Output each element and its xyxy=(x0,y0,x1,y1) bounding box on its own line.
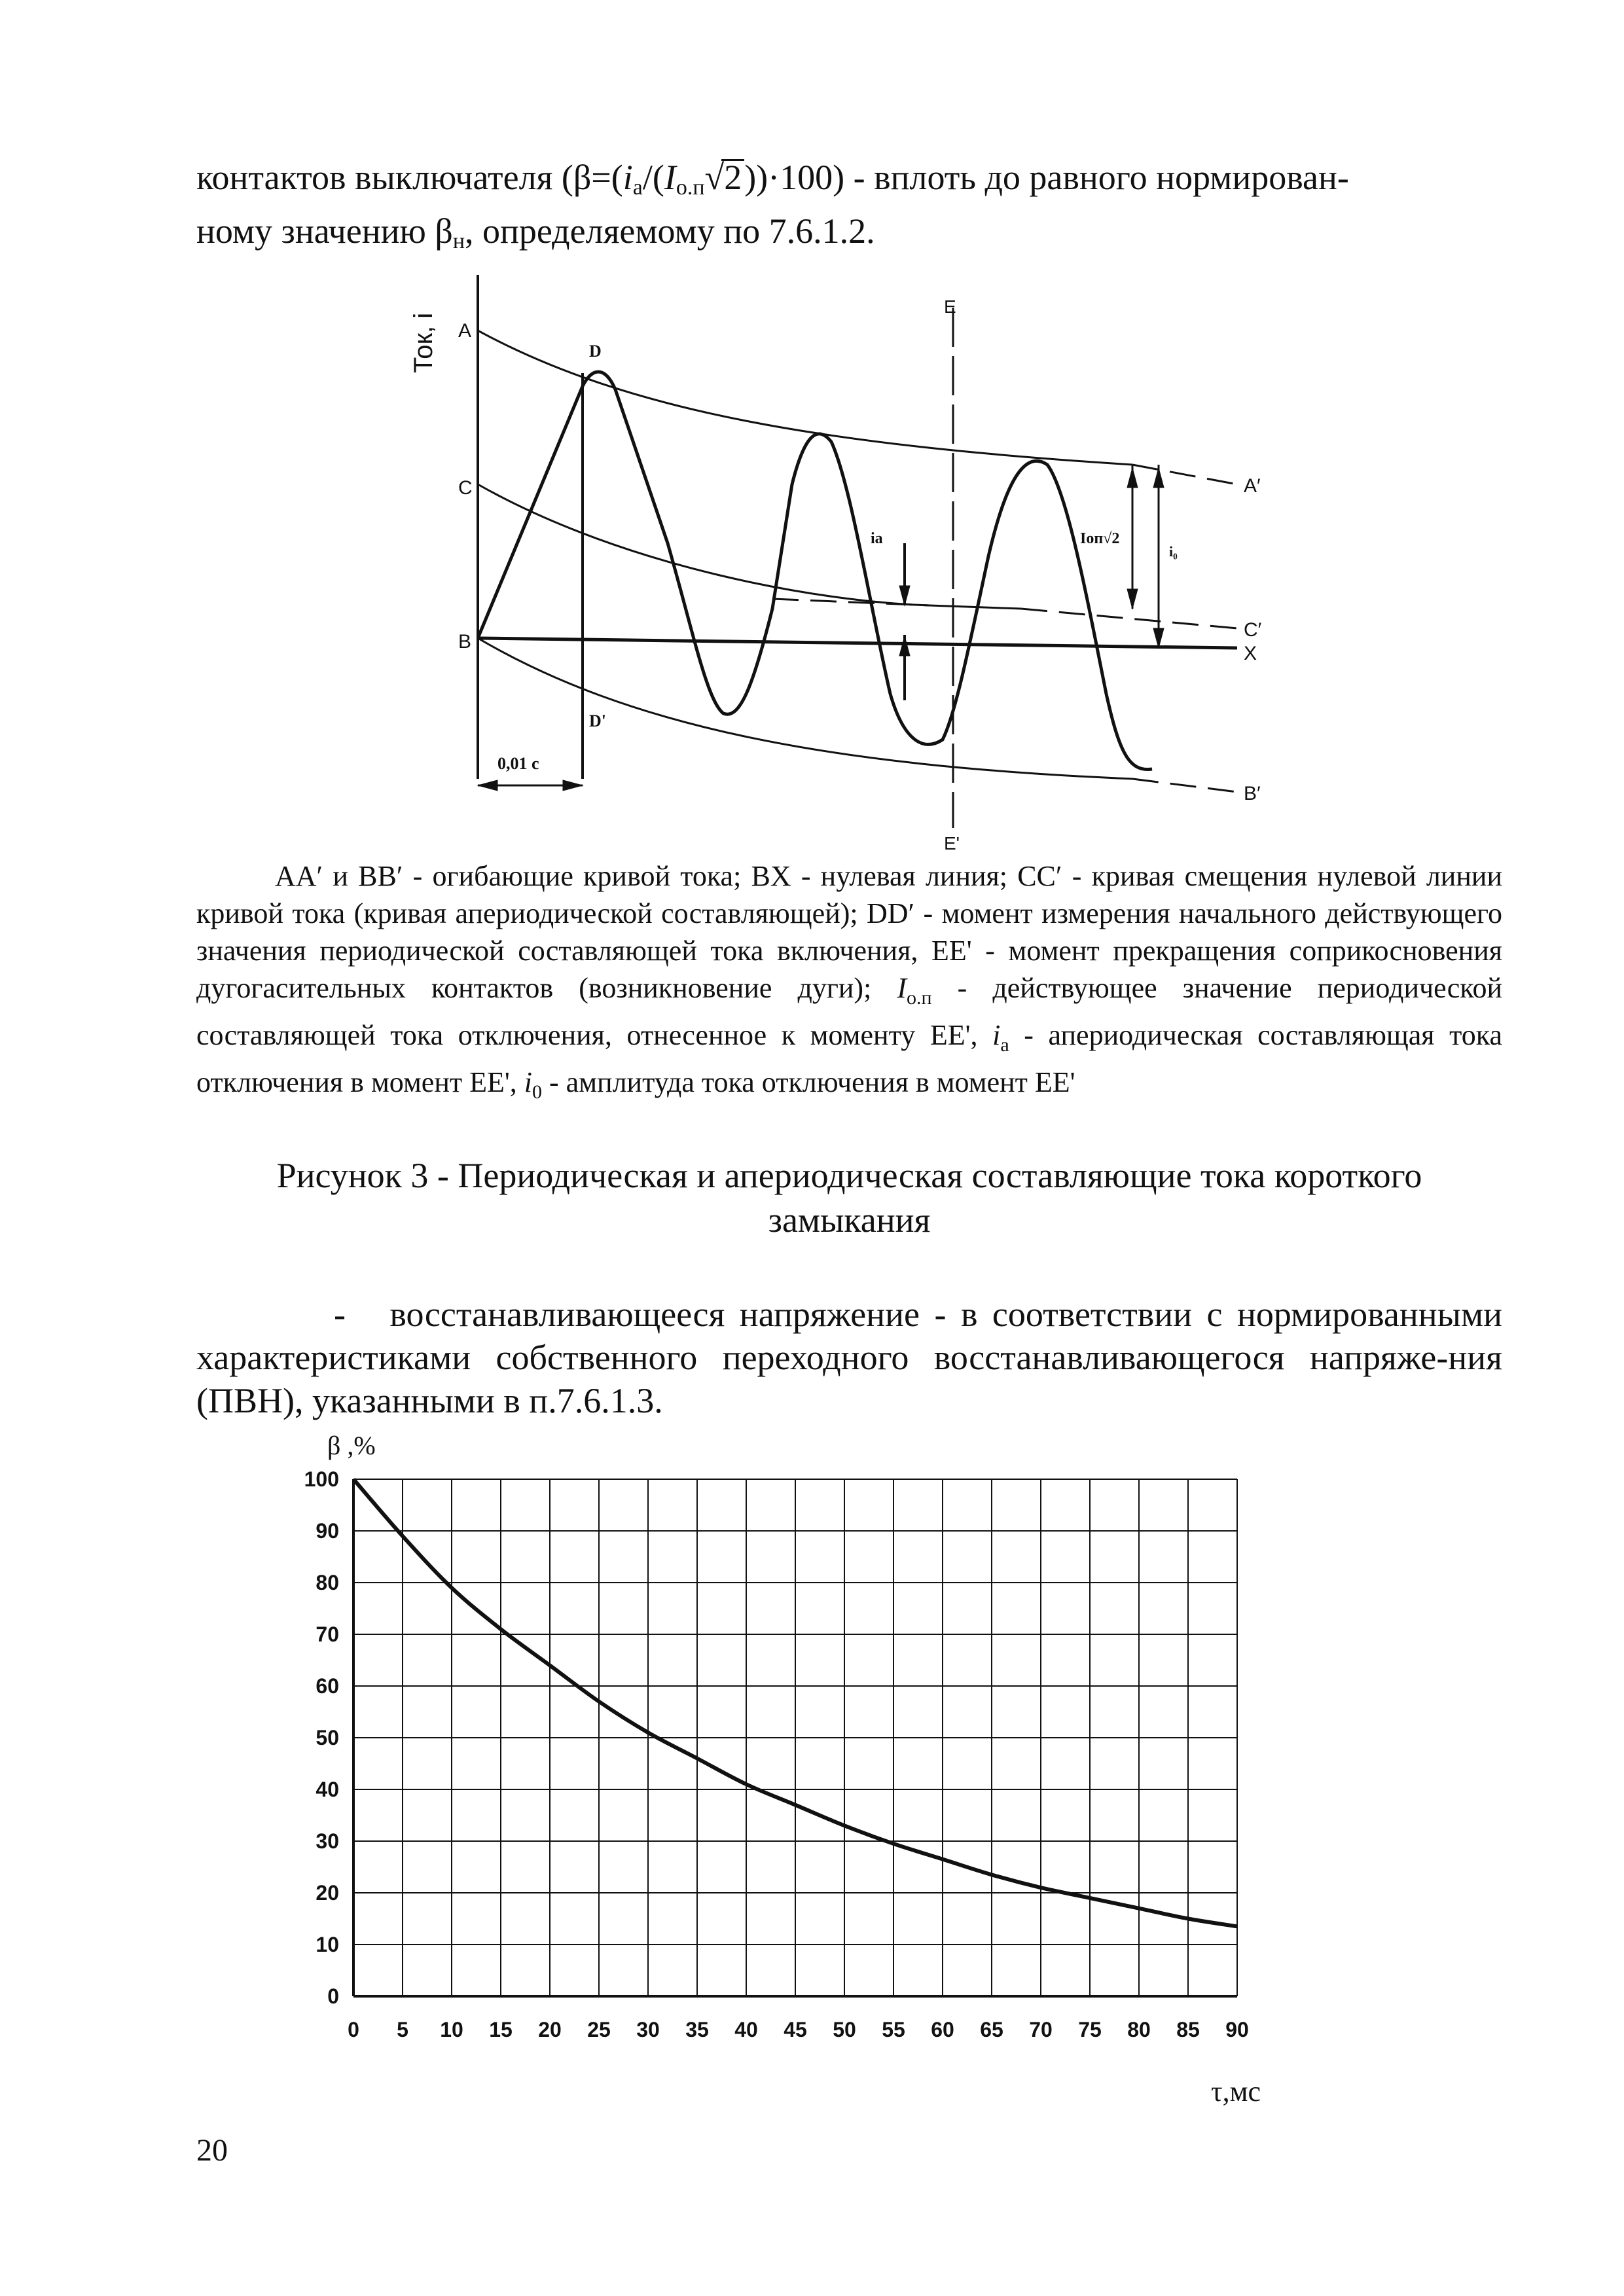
label-a: A xyxy=(458,320,472,342)
x-tick-label: 0 xyxy=(348,2018,359,2041)
x-tick-label: 75 xyxy=(1078,2018,1102,2041)
x-tick-label: 40 xyxy=(734,2018,758,2041)
x-tick-label: 65 xyxy=(980,2018,1003,2041)
intro-line2-start: ному значению β xyxy=(196,211,453,251)
intro-slash: /( xyxy=(642,158,664,197)
intro-line1-start: контактов выключателя (β=( xyxy=(196,158,623,197)
chart-ticks xyxy=(304,1467,1249,2041)
zero-line-bx xyxy=(478,638,1237,648)
x-tick-label: 5 xyxy=(397,2018,408,2041)
label-d: D xyxy=(589,342,602,361)
intro-line-2 xyxy=(196,209,1502,263)
x-tick-label: 15 xyxy=(489,2018,513,2041)
x-tick-label: 25 xyxy=(587,2018,611,2041)
legend-part2: - действующее значение периодической составляющей тока отключения, отнесенное к моменту EE', xyxy=(196,972,1502,1051)
iop-arrowhead-bottom xyxy=(1127,589,1138,609)
legend-iop-symbol: I xyxy=(897,972,907,1004)
time-arrow-left xyxy=(478,780,497,791)
time-arrow-right xyxy=(563,780,583,791)
y-tick-label: 90 xyxy=(316,1519,339,1543)
intro-line-1 xyxy=(196,156,1502,209)
bullet-dash: - xyxy=(334,1295,346,1334)
y-tick-label: 60 xyxy=(316,1674,339,1698)
y-tick-label: 50 xyxy=(316,1726,339,1749)
caption-line-1: Рисунок 3 - Периодическая и апериодическая составляющие тока короткого xyxy=(276,1156,1422,1195)
x-axis-label: τ,мс xyxy=(1211,2075,1261,2108)
label-b: B xyxy=(458,631,472,653)
beta-decay-chart xyxy=(262,1427,1322,2114)
curve-cc-dashed-right xyxy=(1021,609,1237,628)
current-axis-label: Ток, i xyxy=(409,312,438,373)
y-tick-label: 100 xyxy=(304,1467,339,1491)
iop-subscript: о.п xyxy=(676,175,705,200)
x-tick-label: 55 xyxy=(882,2018,905,2041)
ia-arrowhead-bottom xyxy=(899,636,910,656)
beta-n-subscript: н xyxy=(452,229,465,253)
chart-grid xyxy=(353,1479,1237,1996)
legend-ia-symbol: i xyxy=(992,1018,1001,1051)
y-tick-label: 40 xyxy=(316,1778,339,1801)
figure3-legend xyxy=(196,857,1502,1110)
y-tick-label: 20 xyxy=(316,1881,339,1905)
figure3-caption xyxy=(196,1153,1502,1242)
intro-line2-end: , определяемому по 7.6.1.2. xyxy=(465,211,875,251)
x-tick-label: 90 xyxy=(1225,2018,1249,2041)
intro-line1-end: ))·100) - вплоть до равного нормирован- xyxy=(744,158,1349,197)
x-tick-label: 35 xyxy=(685,2018,709,2041)
iop-arrowhead-top xyxy=(1127,468,1138,488)
legend-i0-subscript: 0 xyxy=(532,1081,543,1103)
y-tick-label: 70 xyxy=(316,1623,339,1646)
envelope-bb-dashed xyxy=(1132,779,1237,792)
x-tick-label: 85 xyxy=(1176,2018,1200,2041)
y-tick-label: 0 xyxy=(327,1984,339,2008)
label-e-prime: E' xyxy=(944,833,960,853)
y-tick-label: 10 xyxy=(316,1933,339,1956)
x-tick-label: 10 xyxy=(440,2018,463,2041)
sqrt-argument: 2 xyxy=(721,159,744,194)
current-waveform xyxy=(478,372,1152,769)
y-tick-label: 80 xyxy=(316,1571,339,1594)
figure3-diagram xyxy=(367,268,1335,857)
x-tick-label: 45 xyxy=(784,2018,807,2041)
bullet-text: восстанавливающееся напряжение - в соответствии с нормированными характеристиками собственного переходного восстанавливающегося напряже-ния (ПВН), указанными в п.7.6.1.3. xyxy=(196,1295,1503,1420)
ia-symbol: i xyxy=(623,158,633,197)
envelope-aa-dashed xyxy=(1132,465,1237,484)
label-d-prime: D' xyxy=(589,711,606,730)
legend-ia-subscript: а xyxy=(1000,1033,1009,1056)
time-label: 0,01 с xyxy=(497,754,539,773)
label-x: X xyxy=(1244,643,1257,664)
legend-part4: - амплитуда тока отключения в момент EE' xyxy=(542,1066,1075,1098)
i0-arrowhead-bottom xyxy=(1153,628,1164,648)
x-tick-label: 60 xyxy=(931,2018,954,2041)
legend-i0-symbol: i xyxy=(524,1066,533,1098)
x-tick-label: 80 xyxy=(1127,2018,1151,2041)
caption-line-2: замыкания xyxy=(768,1200,931,1240)
legend-part1: AA′ и BB′ - огибающие кривой тока; BX - нулевая линия; CC′ - кривая смещения нулевой линии кривой тока (кривая апериодической составляющей); DD′ - момент измерения начального действующего значения периодической составляющей тока включения, EE' - момент прекращения соприкосновения дугогасительных контактов (возникновение дуги); xyxy=(196,860,1502,1004)
label-a-prime: A′ xyxy=(1244,475,1261,497)
y-axis-label: β ,% xyxy=(327,1431,376,1460)
legend-part3: - апериодическая составляющая тока отключения в момент EE', xyxy=(196,1018,1503,1098)
curve-cc xyxy=(478,484,1021,609)
intro-paragraph xyxy=(196,156,1502,263)
x-tick-label: 70 xyxy=(1029,2018,1053,2041)
bullet-paragraph xyxy=(196,1293,1502,1422)
x-tick-label: 30 xyxy=(636,2018,660,2041)
ia-arrowhead-top xyxy=(899,586,910,605)
page-number: 20 xyxy=(196,2133,228,2168)
legend-iop-subscript: о.п xyxy=(907,986,932,1009)
envelope-bb xyxy=(478,638,1132,779)
label-c-prime: C′ xyxy=(1244,619,1262,641)
iop-symbol: I xyxy=(664,158,676,197)
label-b-prime: B′ xyxy=(1244,783,1261,804)
y-tick-label: 30 xyxy=(316,1829,339,1853)
ia-subscript: a xyxy=(632,175,643,200)
label-c: C xyxy=(458,477,473,499)
i0-arrowhead-top xyxy=(1153,468,1164,488)
iop-sqrt2-label: Iоп√2 xyxy=(1080,530,1120,547)
sqrt-sign: √ xyxy=(704,158,725,197)
x-tick-label: 50 xyxy=(833,2018,856,2041)
label-e: E xyxy=(944,296,956,317)
ia-label: ia xyxy=(871,530,883,547)
x-tick-label: 20 xyxy=(538,2018,562,2041)
i0-label: i₀ xyxy=(1169,543,1178,560)
